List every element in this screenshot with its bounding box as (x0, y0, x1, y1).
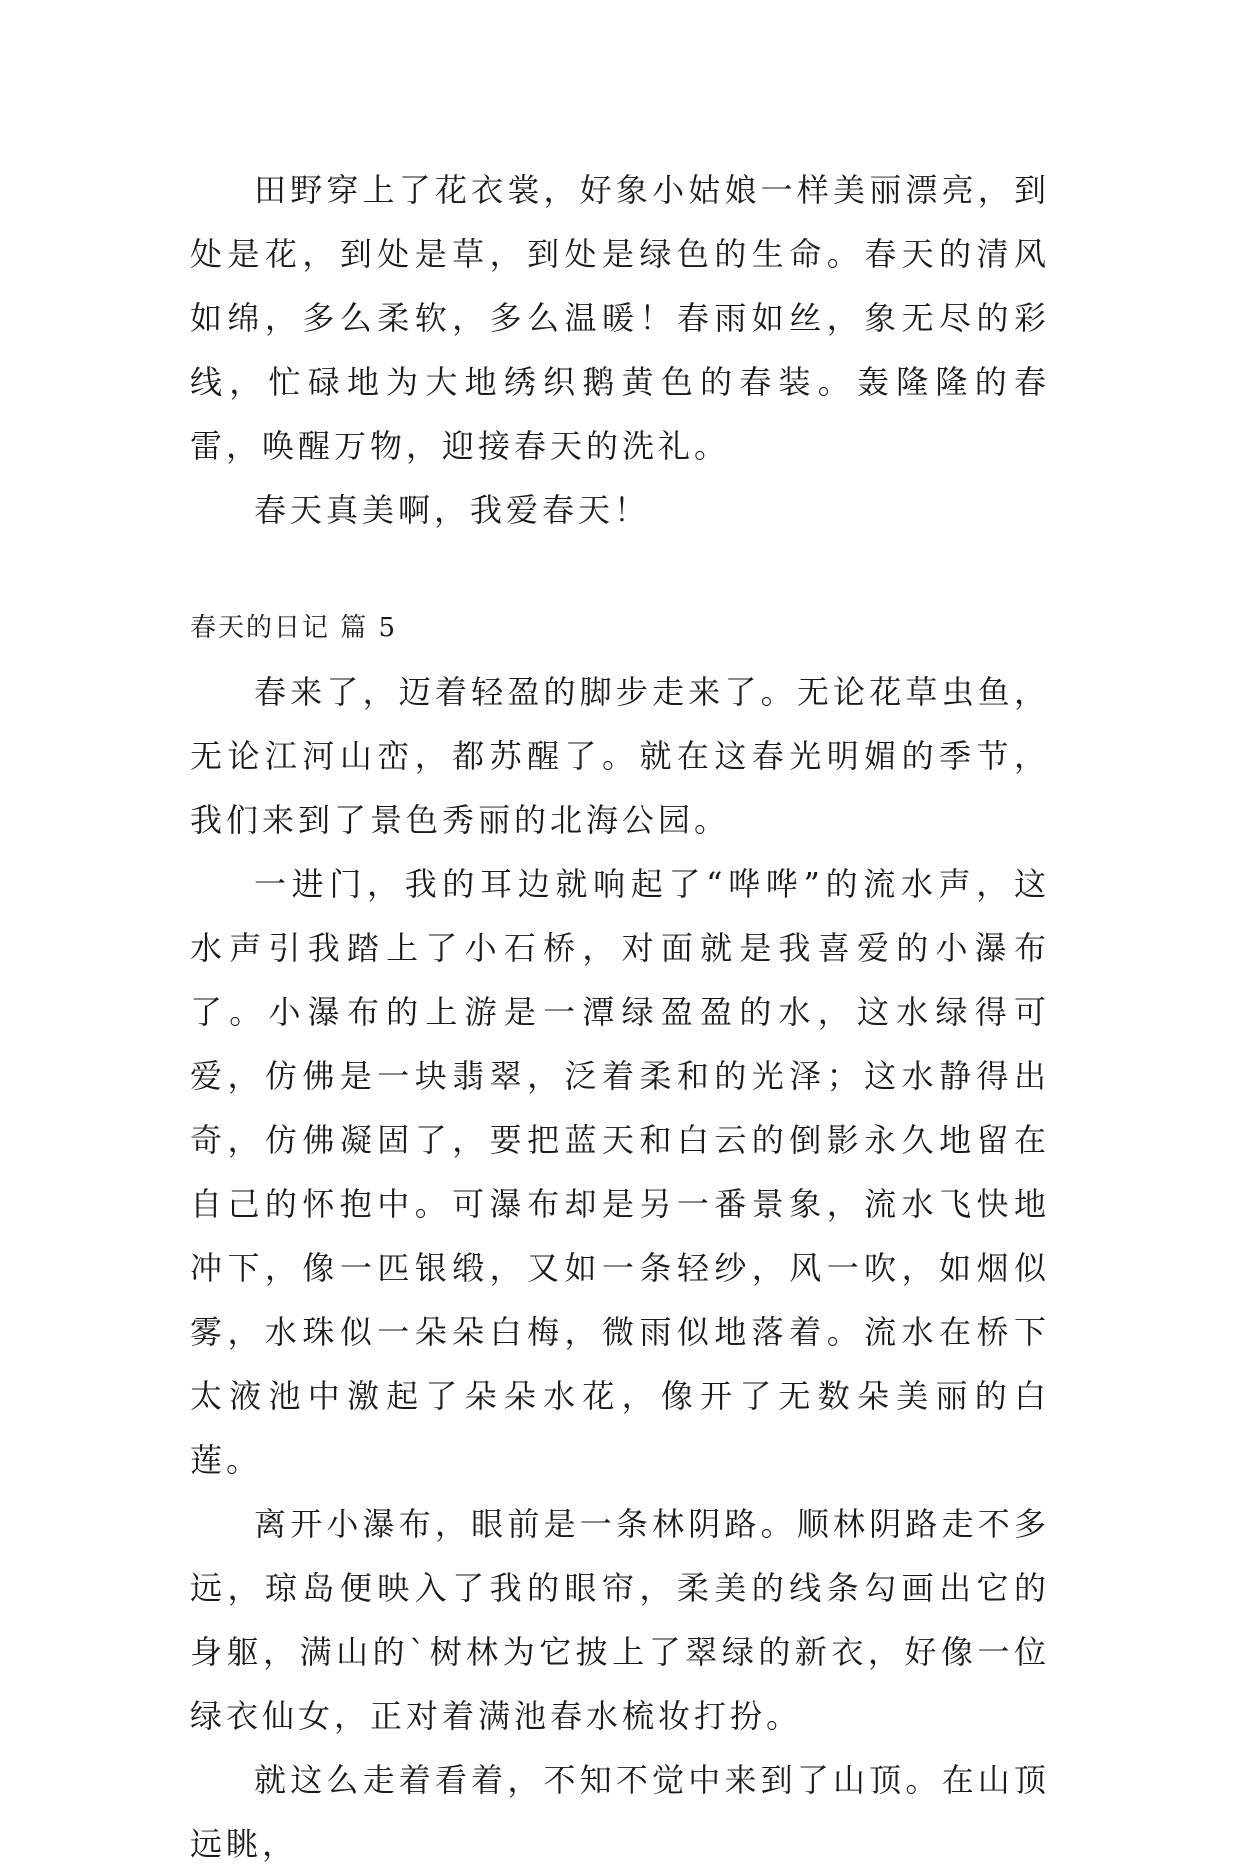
paragraph-qiongdao: 离开小瀑布，眼前是一条林阴路。顺林阴路走不多远，琼岛便映入了我的眼帘，柔美的线条勾画出它的身躯，满山的`树林为它披上了翠绿的新衣，好像一位绿衣仙女，正对着满池春水梳妆打扮。 (190, 1505, 1050, 1735)
section-title: 春天的日记 篇 5 (190, 613, 398, 643)
paragraph-spring-arrives: 春来了，迈着轻盈的脚步走来了。无论花草虫鱼，无论江河山峦，都苏醒了。就在这春光明媚的季节，我们来到了景色秀丽的北海公园。 (190, 673, 1050, 839)
paragraph-love-spring: 春天真美啊，我爱春天！ (254, 491, 651, 529)
paragraph-waterfall: 一进门，我的耳边就响起了“哗哗”的流水声，这水声引我踏上了小石桥，对面就是我喜爱的小瀑布了。小瀑布的上游是一潭绿盈盈的水，这水绿得可爱，仿佛是一块翡翠，泛着柔和的光泽；这水静得出奇，仿佛凝固了，要把蓝天和白云的倒影永久地留在自己的怀抱中。可瀑布却是另一番景象，流水飞快地冲下，像一匹银缎，又如一条轻纱，风一吹，如烟似雾，水珠似一朵朵白梅，微雨似地落着。流水在桥下太液池中激起了朵朵水花，像开了无数朵美丽的白莲。 (190, 865, 1050, 1479)
paragraph-spring-fields: 田野穿上了花衣裳，好象小姑娘一样美丽漂亮，到处是花，到处是草，到处是绿色的生命。春天的清风如绵，多么柔软，多么温暖！春雨如丝，象无尽的彩线，忙碌地为大地绣织鹅黄色的春装。轰隆隆的春雷，唤醒万物，迎接春天的洗礼。 (190, 171, 1050, 465)
document-page (190, 158, 1050, 1876)
paragraph-hilltop: 就这么走着看着，不知不觉中来到了山顶。在山顶远眺， (190, 1761, 1050, 1863)
